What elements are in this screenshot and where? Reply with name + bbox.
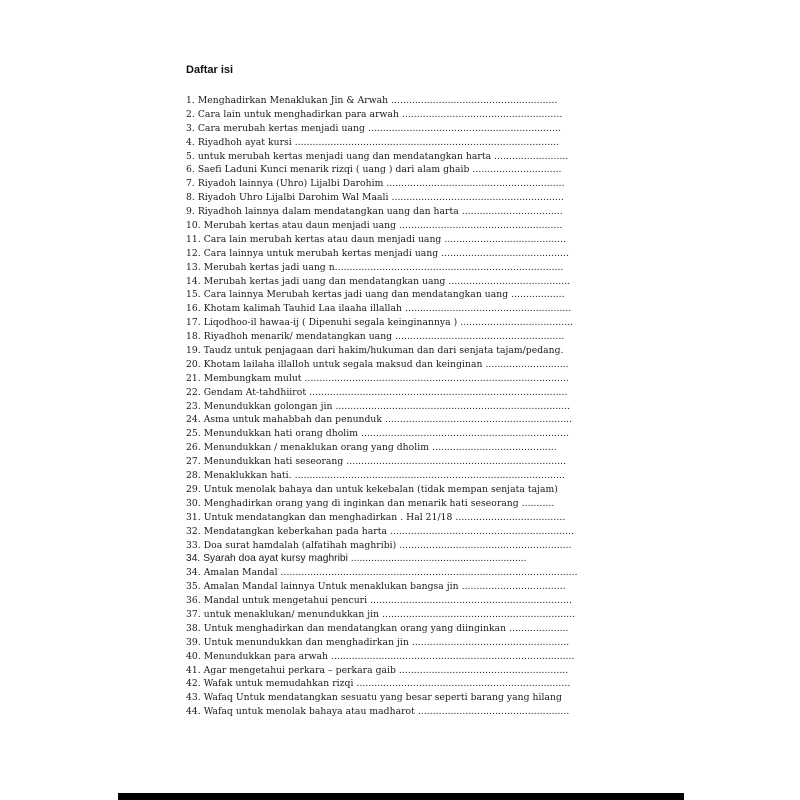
toc-entry: 3. Cara merubah kertas menjadi uang ................................................................. [186, 122, 561, 134]
bottom-border-bar [118, 793, 684, 800]
toc-entry: 39. Untuk menundukkan dan menghadirkan jin ..................................................... [186, 636, 570, 648]
toc-entry: 15. Cara lainnya Merubah kertas jadi uang dan mendatangkan uang .................. [186, 289, 565, 301]
toc-list [186, 94, 586, 719]
toc-entry: 25. Menundukkan hati orang dholim ...................................................................... [186, 428, 569, 440]
toc-entry: 24. Asma untuk mahabbah dan penunduk ............................................................... [186, 414, 573, 426]
toc-entry: 44. Wafaq untuk menolak bahaya atau madharot ................................................... [186, 706, 570, 718]
toc-entry: 22. Gendam At-tahdhiirot ....................................................................................... [186, 386, 568, 398]
toc-entry: 19. Taudz untuk penjagaan dari hakim/hukuman dan dari senjata tajam/pedang. [186, 345, 564, 357]
toc-entry: 34. Syarah doa ayat kursy maghribi ............................................................. [186, 553, 527, 565]
toc-entry: 29. Untuk menolak bahaya dan untuk kekebalan (tidak mempan senjata tajam) [186, 483, 558, 495]
toc-entry: 21. Membungkam mulut ......................................................................................... [186, 372, 569, 384]
toc-entry: 1. Menghadirkan Menaklukan Jin & Arwah ........................................................ [186, 95, 558, 106]
toc-entry: 26. Menundukkan / menaklukan orang yang dholim .......................................... [186, 442, 557, 454]
toc-entry: 31. Untuk mendatangkan dan menghadirkan . Hal 21/18 ..................................... [186, 511, 566, 523]
toc-entry: 41. Agar mengetahui perkara – perkara gaib ......................................................... [186, 664, 569, 676]
toc-entry: 13. Merubah kertas jadi uang n............................................................................. [186, 261, 564, 273]
toc-entry: 6. Saefi Laduni Kunci menarik rizqi ( uang ) dari alam ghaib .............................. [186, 164, 562, 176]
toc-entry: 40. Menundukkan para arwah .................................................................................. [186, 650, 575, 662]
toc-entry: 7. Riyadoh lainnya (Uhro) Lijalbi Darohim ............................................................ [186, 178, 565, 190]
toc-entry: 17. Liqodhoo-il hawaa-ij ( Dipenuhi segala keinginannya ) ...................................... [186, 317, 574, 329]
toc-entry: 30. Menghadirkan orang yang di inginkan dan menarik hati seseorang ........... [186, 497, 555, 509]
toc-entry: 28. Menaklukkan hati. ........................................................................................... [186, 470, 565, 482]
toc-entry: 23. Menundukkan golongan jin ............................................................................... [186, 400, 571, 412]
toc-entry: 36. Mandal untuk mengetahui pencuri .................................................................... [186, 595, 573, 607]
toc-entry: 34. Amalan Mandal .................................................................................................... [186, 567, 578, 579]
toc-entry: 10. Merubah kertas atau daun menjadi uang ....................................................... [186, 220, 563, 232]
toc-entry: 2. Cara lain untuk menghadirkan para arwah ...................................................... [186, 108, 563, 120]
toc-entry: 18. Riyadhoh menarik/ mendatangkan uang ......................................................... [186, 331, 565, 343]
toc-entry: 14. Merubah kertas jadi uang dan mendatangkan uang ......................................... [186, 275, 571, 287]
toc-entry: 11. Cara lain merubah kertas atau daun menjadi uang ......................................... [186, 233, 567, 245]
toc-entry: 32. Mendatangkan keberkahan pada harta .............................................................. [186, 525, 575, 537]
toc-entry: 38. Untuk menghadirkan dan mendatangkan orang yang diinginkan .................... [186, 622, 569, 634]
toc-entry: 9. Riyadhoh lainnya dalam mendatangkan uang dan harta .................................. [186, 206, 563, 218]
toc-entry: 5. untuk merubah kertas menjadi uang dan mendatangkan harta ......................... [186, 150, 569, 162]
toc-entry: 20. Khotam lailaha illalloh untuk segala maksud dan keinginan ............................ [186, 358, 569, 370]
toc-entry: 42. Wafak untuk memudahkan rizqi ........................................................................ [186, 678, 571, 690]
toc-entry: 4. Riyadhoh ayat kursi ......................................................................................... [186, 136, 560, 148]
toc-entry: 8. Riyadoh Uhro Lijalbi Darohim Wal Maali .......................................................... [186, 192, 564, 204]
toc-entry: 33. Doa surat hamdalah (alfatihah maghribi) .......................................................... [186, 539, 572, 551]
toc-entry: 12. Cara lainnya untuk merubah kertas menjadi uang ........................................... [186, 247, 569, 259]
toc-entry: 35. Amalan Mandal lainnya Untuk menaklukan bangsa jin ................................... [186, 581, 566, 593]
toc-entry: 37. untuk menaklukan/ menundukkan jin ................................................................. [186, 608, 576, 620]
toc-entry: 43. Wafaq Untuk mendatangkan sesuatu yang besar seperti barang yang hilang [186, 692, 562, 704]
toc-entry: 27. Menundukkan hati seseorang .......................................................................... [186, 456, 567, 468]
toc-title: Daftar isi [186, 64, 234, 76]
toc-entry: 16. Khotam kalimah Tauhid Laa ilaaha illallah ........................................................ [186, 303, 572, 315]
